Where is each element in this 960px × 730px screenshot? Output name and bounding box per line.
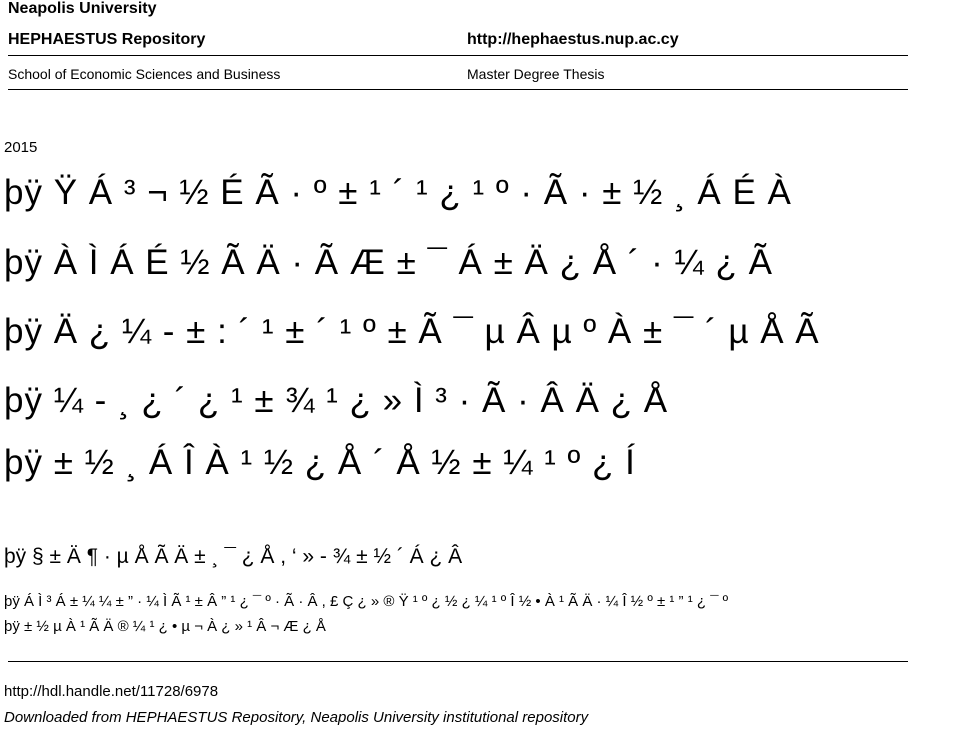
title-line-5: þÿ ± ½ ¸ Á Î À ¹ ½ ¿ Å ´ Å ½ ± ¼ ¹ º ¿ Í xyxy=(4,443,636,482)
footer-rule xyxy=(8,661,908,662)
handle-link[interactable]: http://hdl.handle.net/11728/6978 xyxy=(4,683,219,700)
title-line-4: þÿ ¼ - ¸ ¿ ´ ¿ ¹ ± ¾ ¹ ¿ » Ì ³ · Ã · Â Ä ¿ Å xyxy=(4,381,669,420)
header-rule-bottom xyxy=(8,89,908,90)
title-line-2: þÿ À Ì Á É ½ Ã Ä · Ã Æ ± ¯ Á ± Ä ¿ Å ´ · ¼ ¿ Ã xyxy=(4,243,773,282)
download-note: Downloaded from HEPHAESTUS Repository, Neapolis University institutional repository xyxy=(4,709,589,726)
keyword-line-1: þÿ Á Ì ³ Á ± ¼ ¼ ± ” · ¼ Ì Ã ¹ ± Â ” ¹ ¿ ¯ º · Ã · Â , £ Ç ¿ » ® Ÿ ¹ º ¿ ½ ¿ ¼ ¹ º Î ½ • À ¹ Ã Ä · ¼ Î ½ º ± ¹ ” ¹ ¿ ¯ º xyxy=(4,593,729,610)
author-line: þÿ § ± Ä ¶ · µ Å Ã Ä ± ¸ ¯ ¿ Å , ‘ » - ¾ ± ½ ´ Á ¿ Â xyxy=(4,545,463,568)
year: 2015 xyxy=(4,139,38,156)
repository-name: HEPHAESTUS Repository xyxy=(8,31,206,48)
university-name: Neapolis University xyxy=(8,0,157,17)
thesis-type: Master Degree Thesis xyxy=(467,66,605,82)
title-line-3: þÿ Ä ¿ ¼ - ± : ´ ¹ ± ´ ¹ º ± Ã ¯ µ Â µ º À ± ¯ ´ µ Å Ã xyxy=(4,312,820,351)
title-line-1: þÿ Ÿ Á ³ ¬ ½ É Ã · º ± ¹ ´ ¹ ¿ ¹ º · Ã · ± ½ ¸ Á É À xyxy=(4,173,792,212)
header-rule-top xyxy=(8,55,908,56)
repository-url[interactable]: http://hephaestus.nup.ac.cy xyxy=(467,31,679,48)
keyword-line-2: þÿ ± ½ µ À ¹ Ã Ä ® ¼ ¹ ¿ • µ ¬ À ¿ » ¹ Â ¬ Æ ¿ Å xyxy=(4,618,326,635)
school-name: School of Economic Sciences and Business xyxy=(8,66,281,82)
